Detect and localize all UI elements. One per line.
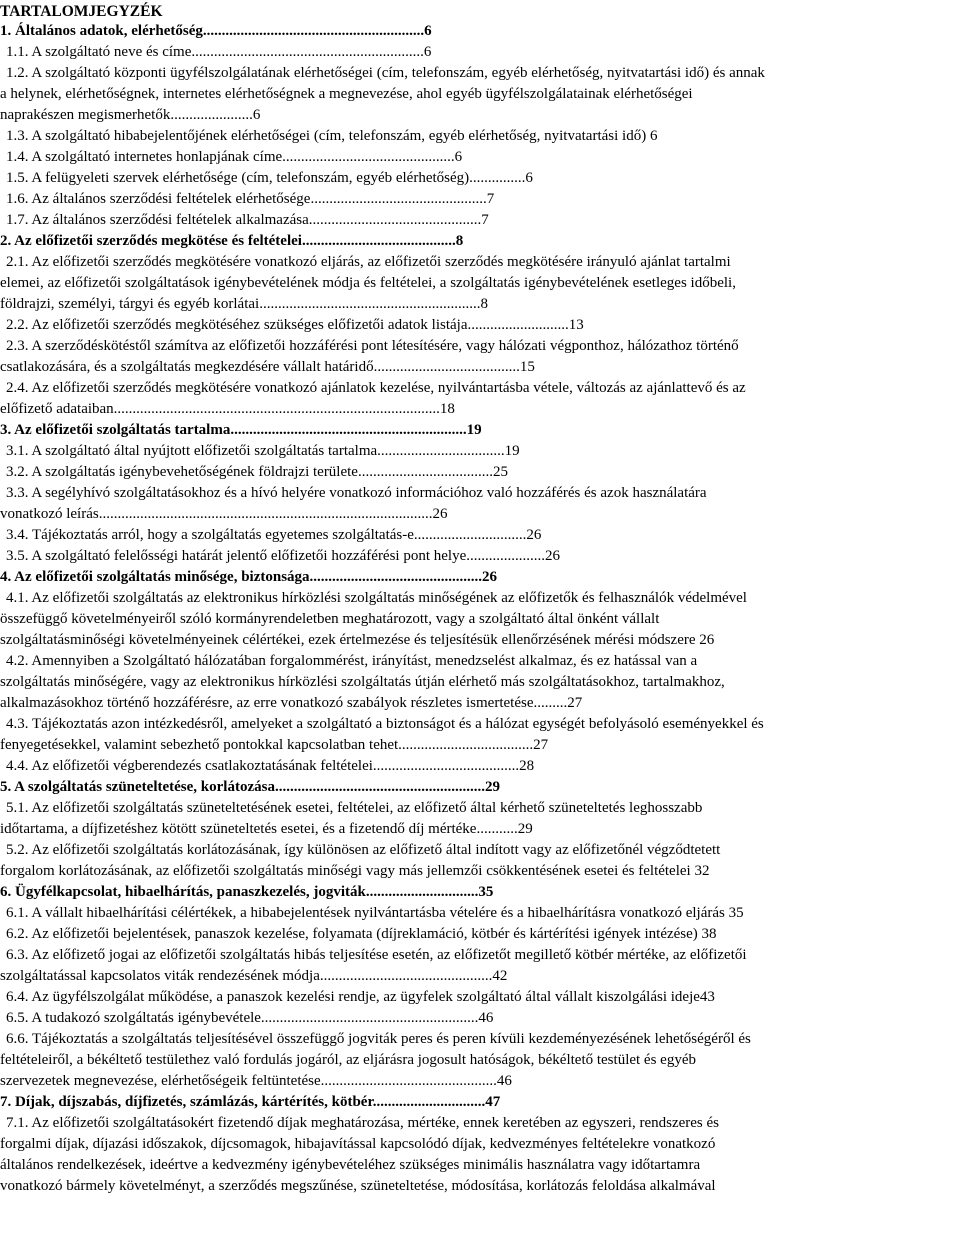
toc-entry-line[interactable]: földrajzi, személyi, tárgyi és egyéb korlátai...........................................................8 — [0, 296, 488, 312]
toc-chapter-entry[interactable]: 1. Általános adatok, elérhetőség...........................................................6 — [0, 23, 432, 39]
toc-entry-line[interactable]: 4.1. Az előfizetői szolgáltatás az elektronikus hírközlési szolgáltatás minőségének az előfizetők és felhasználók védelmével — [6, 590, 747, 606]
toc-entry-line[interactable]: 2.4. Az előfizetői szerződés megkötésére vonatkozó ajánlatok kezelése, nyilvántartásba vétele, változás az ajánlattevő és az — [6, 380, 746, 396]
toc-chapter-entry[interactable]: 6. Ügyfélkapcsolat, hibaelhárítás, panaszkezelés, jogviták..............................35 — [0, 884, 494, 900]
toc-entry-line[interactable]: általános rendelkezések, ideértve a kedvezmény igénybevételéhez szükséges minimális használatra vagy időtartamra — [0, 1157, 701, 1173]
toc-entry-line[interactable]: naprakészen megismerhetők......................6 — [0, 107, 261, 123]
toc-entry-line[interactable]: összefüggő követelményeiről szóló kormányrendeletben meghatározott, vagy a szolgáltató által önként vállalt — [0, 611, 660, 627]
toc-entry-line[interactable]: 6.4. Az ügyfélszolgálat működése, a panaszok kezelési rendje, az ügyfelek szolgáltató által vállalt kiszolgálási ideje43 — [6, 989, 715, 1005]
toc-entry-line[interactable]: fenyegetésekkel, valamint sebezhető pontokkal kapcsolatban tehet....................................27 — [0, 737, 549, 753]
toc-entry-line[interactable]: szolgáltatásminőségi követelményeinek célértékei, ezek értelmezése és teljesítésük ellenőrzésének mérési módszere 26 — [0, 632, 715, 648]
toc-entry-line[interactable]: 1.7. Az általános szerződési feltételek alkalmazása..............................................7 — [6, 212, 489, 228]
toc-entry-line[interactable]: 2.3. A szerződéskötéstől számítva az előfizetői hozzáférési pont létesítésére, vagy hálózati végponthoz, hálózathoz történő — [6, 338, 739, 354]
toc-entry-line[interactable]: forgalom korlátozásának, az előfizetői szolgáltatás minőségi vagy más jellemzői csökkentésének esetei és feltételei 32 — [0, 863, 710, 879]
toc-entry-line[interactable]: 3.3. A segélyhívó szolgáltatásokhoz és a hívó helyére vonatkozó információhoz való hozzáférés és azok használatára — [6, 485, 707, 501]
toc-entry-line[interactable]: 3.2. A szolgáltatás igénybevehetőségének földrajzi területe....................................25 — [6, 464, 508, 480]
toc-entry-line[interactable]: szolgáltatással kapcsolatos viták rendezésének módja..............................................42 — [0, 968, 508, 984]
toc-entry-line[interactable]: előfizető adataiban.......................................................................................18 — [0, 401, 455, 417]
toc-entry-line[interactable]: 6.5. A tudakozó szolgáltatás igénybevétele..........................................................46 — [6, 1010, 494, 1026]
toc-chapter-entry[interactable]: 5. A szolgáltatás szüneteltetése, korlátozása........................................................29 — [0, 779, 500, 795]
toc-entry-line[interactable]: 7.1. Az előfizetői szolgáltatásokért fizetendő díjak meghatározása, mértéke, ennek keretében az egyszeri, rendszeres és — [6, 1115, 719, 1131]
toc-title: TARTALOMJEGYZÉK — [0, 3, 163, 20]
toc-entry-line[interactable]: 4.2. Amennyiben a Szolgáltató hálózatában forgalommérést, irányítást, menedzselést alkalmaz, és ez hatással van a — [6, 653, 698, 669]
toc-entry-line[interactable]: csatlakozására, és a szolgáltatás megkezdésére vállalt határidő.......................................15 — [0, 359, 535, 375]
toc-entry-line[interactable]: 3.4. Tájékoztatás arról, hogy a szolgáltatás egyetemes szolgáltatás-e..............................26 — [6, 527, 542, 543]
toc-entry-line[interactable]: forgalmi díjak, díjazási időszakok, díjcsomagok, hibajavítással kapcsolódó díjak, kedvezményes feltételekre vonatkozó — [0, 1136, 716, 1152]
toc-entry-line[interactable]: szolgáltatás minőségére, vagy az elektronikus hírközlési szolgáltatás útján elérhető más szolgáltatásokhoz, tartalmakhoz, — [0, 674, 725, 690]
toc-entry-line[interactable]: időtartama, a díjfizetéshez kötött szüneteltetés esetei, és a fizetendő díj mértéke...........29 — [0, 821, 533, 837]
toc-entry-line[interactable]: 6.6. Tájékoztatás a szolgáltatás teljesítésével összefüggő jogviták peres és peren kívüli kezdeményezésének lehetőségéről és — [6, 1031, 751, 1047]
toc-entry-line[interactable]: elemei, az előfizetői szolgáltatások igénybevételének módja és feltételei, a szolgáltatás igénybevételének esetleges időbeli, — [0, 275, 736, 291]
toc-entry-line[interactable]: 1.1. A szolgáltató neve és címe..............................................................6 — [6, 44, 432, 60]
toc-entry-line[interactable]: 6.3. Az előfizető jogai az előfizetői szolgáltatás hibás teljesítése esetén, az előfizetőt megillető kötbér mértéke, az előfizetői — [6, 947, 747, 963]
toc-entry-line[interactable]: 4.4. Az előfizetői végberendezés csatlakoztatásának feltételei.......................................28 — [6, 758, 535, 774]
toc-entry-line[interactable]: 4.3. Tájékoztatás azon intézkedésről, amelyeket a szolgáltató a biztonságot és a hálózat egységét befolyásoló eseményekkel és — [6, 716, 764, 732]
toc-entry-line[interactable]: 2.2. Az előfizetői szerződés megkötéséhez szükséges előfizetői adatok listája...........................13 — [6, 317, 584, 333]
toc-entry-line[interactable]: 1.6. Az általános szerződési feltételek elérhetősége...............................................7 — [6, 191, 495, 207]
toc-entry-line[interactable]: vonatkozó leírás.........................................................................................26 — [0, 506, 448, 522]
toc-entry-line[interactable]: 3.5. A szolgáltató felelősségi határát jelentő előfizetői hozzáférési pont helye.....................26 — [6, 548, 560, 564]
toc-entry-line[interactable]: feltételeiről, a békéltető testülethez való fordulás jogáról, az eljárásra jogosult hatóságok, békéltető testület és egyéb — [0, 1052, 696, 1068]
toc-entry-line[interactable]: vonatkozó bármely követelményt, a szerződés megszűnése, szüneteltetése, módosítása, korlátozás feloldása alkalmával — [0, 1178, 716, 1194]
toc-entry-line[interactable]: 1.5. A felügyeleti szervek elérhetősége (cím, telefonszám, egyéb elérhetőség)...............6 — [6, 170, 533, 186]
toc-entry-line[interactable]: 2.1. Az előfizetői szerződés megkötésére vonatkozó eljárás, az előfizetői szerződés megkötésére irányuló ajánlat tartalmi — [6, 254, 731, 270]
toc-entry-line[interactable]: 5.2. Az előfizetői szolgáltatás korlátozásának, így különösen az előfizető által indított vagy az előfizetőnél végződtetett — [6, 842, 721, 858]
toc-chapter-entry[interactable]: 4. Az előfizetői szolgáltatás minősége, biztonsága..............................................26 — [0, 569, 498, 585]
toc-entry-line[interactable]: 1.3. A szolgáltató hibabejelentőjének elérhetőségei (cím, telefonszám, egyéb elérhetőség, nyitvatartási idő) 6 — [6, 128, 658, 144]
toc-entry-line[interactable]: 6.1. A vállalt hibaelhárítási célértékek, a hibabejelentések nyilvántartásba vételére és a hibaelhárításra vonatkozó eljárás 35 — [6, 905, 744, 921]
toc-entry-line[interactable]: 1.2. A szolgáltató központi ügyfélszolgálatának elérhetőségei (cím, telefonszám, egyéb elérhetőség, nyitvatartási idő) és annak — [6, 65, 765, 81]
toc-entry-line[interactable]: a helynek, elérhetőségnek, internetes elérhetőségnek a megnevezése, ahol egyéb ügyfélszolgálatainak elérhetőségei — [0, 86, 693, 102]
toc-entry-line[interactable]: szervezetek megnevezése, elérhetőségeik feltüntetése...............................................46 — [0, 1073, 512, 1089]
toc-chapter-entry[interactable]: 3. Az előfizetői szolgáltatás tartalma...............................................................19 — [0, 422, 482, 438]
toc-chapter-entry[interactable]: 7. Díjak, díjszabás, díjfizetés, számlázás, kártérítés, kötbér..............................47 — [0, 1094, 501, 1110]
toc-entry-line[interactable]: 5.1. Az előfizetői szolgáltatás szüneteltetésének esetei, feltételei, az előfizető által kérhető szüneteltetés leghosszabb — [6, 800, 703, 816]
toc-entry-line[interactable]: 1.4. A szolgáltató internetes honlapjának címe..............................................6 — [6, 149, 463, 165]
toc-entry-line[interactable]: 3.1. A szolgáltató által nyújtott előfizetői szolgáltatás tartalma..................................19 — [6, 443, 520, 459]
toc-chapter-entry[interactable]: 2. Az előfizetői szerződés megkötése és feltételei.........................................8 — [0, 233, 464, 249]
toc-entry-line[interactable]: 6.2. Az előfizetői bejelentések, panaszok kezelése, folyamata (díjreklamáció, kötbér és kártérítési igények intézése) 38 — [6, 926, 717, 942]
toc-entry-line[interactable]: alkalmazásokhoz történő hozzáférésre, az erre vonatkozó szabályok részletes ismertetése.........27 — [0, 695, 583, 711]
